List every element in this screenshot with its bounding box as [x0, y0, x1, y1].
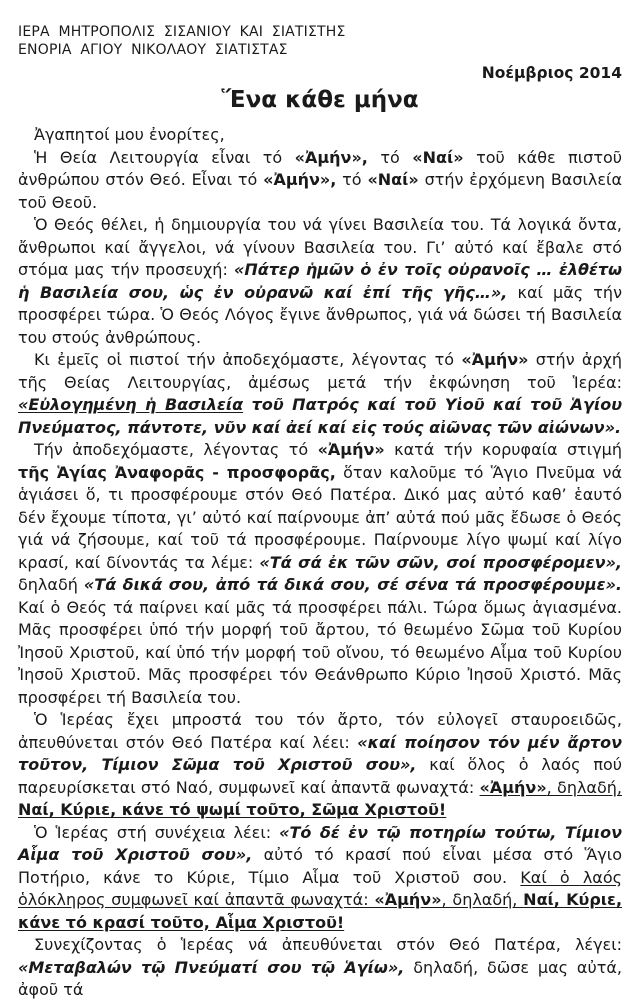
text-run: «Ἀμήν»	[461, 350, 529, 369]
paragraph	[18, 934, 622, 1002]
document-title: Ἕνα κάθε μήνα	[221, 87, 419, 113]
text-run: καί μᾶς τήν προσφέρει τώρα. Ὁ Θεός Λόγος ἔγινε ἄνθρωπος, γιά νά δώσει τή Βασιλεία του στούς ἀνθρώπους.	[18, 282, 623, 347]
text-run: Ὁ Ἱερέας στή συνέχεια λέει:	[34, 822, 280, 842]
text-run: τοῦ Πατρός καί τοῦ Υἱοῦ καί τοῦ Ἁγίου Πνεύματος, πάντοτε, νῦν καί ἀεί καί εἰς τούς αἰῶνας τῶν αἰώνων».	[18, 395, 622, 437]
text-run: Ναί, Κύριε, κάνε τό κρασί τοῦτο, Αἷμα Χριστοῦ!	[18, 890, 623, 932]
text-run: Ναί, Κύριε, κάνε τό ψωμί τοῦτο, Σῶμα Χριστοῦ!	[18, 800, 447, 819]
text-run: «Ἀμήν»	[374, 890, 442, 909]
text-run: δηλαδή	[18, 575, 84, 594]
text-run: κατά τήν κορυφαία στιγμή	[384, 440, 622, 459]
text-run: Κι ἐμεῖς οἱ πιστοί τήν ἀποδεχόμαστε, λέγοντας τό	[34, 350, 462, 369]
org-header	[18, 24, 622, 59]
text-run: , δηλαδή,	[441, 890, 524, 909]
paragraph	[18, 147, 622, 215]
text-run: Καί ὁ λαός ὁλόκληρος συμφωνεῖ καί ἀπαντᾶ φωναχτά:	[18, 867, 623, 909]
text-run: «Ἀμήν»	[317, 440, 385, 459]
paragraph	[18, 214, 622, 349]
text-run: «Ναί»	[412, 147, 464, 167]
text-run: Ὁ Θεός θέλει, ἡ δημιουργία του νά γίνει Βασιλεία του. Τά λογικά ὄντα, ἄνθρωποι καί ἄγγελοι, νά γίνουν Βασιλεία του. Γι’ αὐτό καί ἔβαλε στό στόμα μας τήν προσευχή:	[18, 215, 622, 279]
text-run: «Τά δικά σου, ἀπό τά δικά σου, σέ σένα τά προσφέρουμε».	[83, 575, 622, 594]
paragraph	[18, 124, 622, 147]
paragraph	[18, 439, 622, 709]
text-run: στήν ἀρχή τῆς Θείας Λειτουργίας, ἀμέσως μετά τήν ἐκφώνηση τοῦ Ἱερέα:	[18, 350, 623, 392]
text-run: τό	[336, 170, 368, 189]
text-run: «Τά σά ἐκ τῶν σῶν, σοί προσφέρομεν»,	[259, 552, 623, 572]
text-run: στήν ἐρχόμενη Βασιλεία τοῦ Θεοῦ.	[18, 170, 622, 212]
text-run: Συνεχίζοντας ὁ Ἱερέας νά ἀπευθύνεται στόν Θεό Πατέρα, λέγει:	[34, 935, 622, 954]
issue-date: Νοέμβριος 2014	[481, 64, 622, 82]
paragraph	[18, 349, 622, 439]
text-run: «Πάτερ ἡμῶν ὁ ἐν τοῖς οὐρανοῖς … ἐλθέτω ἡ Βασιλεία σου, ὡς ἐν οὐρανῶ καί ἐπί τῆς γῆς…»,	[18, 260, 622, 302]
text-run: τοῦ κάθε πιστοῦ ἀνθρώπου στόν Θεό. Εἶναι τό	[18, 147, 623, 189]
text-run: τό	[367, 147, 413, 167]
text-run: , δηλαδή,	[546, 777, 622, 797]
text-run: Τήν ἀποδεχόμαστε, λέγοντας τό	[34, 440, 318, 459]
text-run: Ἡ Θεία Λειτουργία εἶναι τό	[34, 147, 295, 167]
text-run: «Τό δέ ἐν τῷ ποτηρίω τούτω, Τίμιον Αἷμα τοῦ Χριστοῦ σου»,	[18, 822, 623, 864]
paragraph	[18, 709, 622, 822]
text-run: δηλαδή, δῶσε μας αὐτά, ἀφοῦ τά	[18, 957, 622, 999]
text-run: «καί ποίησον τόν μέν ἄρτον τοῦτον, Τίμιον Σῶμα τοῦ Χριστοῦ σου»,	[18, 732, 622, 774]
org-header-line-2: ΕΝΟΡΙΑ ΑΓΙΟΥ ΝΙΚΟΛΑΟΥ ΣΙΑΤΙΣΤΑΣ	[18, 41, 288, 58]
text-run: Ἀγαπητοί μου ἐνορίτες,	[34, 125, 225, 144]
text-run: «Εὐλογημένη ἡ Βασιλεία	[18, 395, 244, 414]
text-run: «Ἀμήν»	[479, 777, 547, 797]
text-run: τῆς Ἁγίας Ἀναφορᾶς - προσφορᾶς,	[18, 462, 336, 482]
text-run: αὐτό τό κρασί πού εἶναι μέσα στό Ἅγιο Ποτήριο, κάνε το Κύριε, Τίμιο Αἷμα τοῦ Χριστοῦ σου.	[18, 845, 622, 887]
text-run: καί ὅλος ὁ λαός πού παρευρίσκεται στό Ναό, συμφωνεῖ καί ἀπαντᾶ φωναχτά:	[18, 755, 623, 797]
text-run: Ὁ Ἱερέας ἔχει μπροστά του τόν ἄρτο, τόν εὐλογεῖ σταυροειδῶς, ἀπευθύνεται στόν Θεό Πατέρα καί λέει:	[18, 710, 622, 752]
text-run: Καί ὁ Θεός τά παίρνει καί μᾶς τά προσφέρει πάλι. Τώρα ὅμως ἁγιασμένα. Μᾶς προσφέρει ὑπό τήν μορφή τοῦ ἄρτου, τό θεωμένο Σῶμα τοῦ Κυρίου Ἰησοῦ Χριστοῦ, καί ὑπό τήν μορφή τοῦ οἴνου, τό θεωμένο Αἷμα τοῦ Κυρίου Ἰησοῦ Χριστοῦ. Μᾶς προσφέρει τόν Θεάνθρωπο Κύριο Ἰησοῦ Χριστό. Μᾶς προσφέρει τή Βασιλεία του.	[18, 597, 622, 707]
text-run: «Ἀμήν»,	[294, 147, 368, 167]
text-run: ὅταν καλοῦμε τό Ἅγιο Πνεῦμα νά ἁγιάσει ὅ, τι προσφέρουμε στόν Θεό Πατέρα. Δικό μας αὐτό καθ’ ἑαυτό δέν ἔχουμε τίποτα, γι’ αὐτό καί παίρνουμε ἀπ’ αὐτά πού μᾶς ἔδωσε ὁ Θεός γιά νά ζήσουμε, καί τοῦ τά προσφέρουμε. Παίρνουμε λίγο ψωμί καί λίγο κρασί, καί δίνοντάς τα λέμε:	[18, 462, 622, 572]
document-body	[18, 124, 622, 1002]
org-header-line-1: ΙΕΡΑ ΜΗΤΡΟΠΟΛΙΣ ΣΙΣΑΝΙΟΥ ΚΑΙ ΣΙΑΤΙΣΤΗΣ	[18, 24, 346, 40]
paragraph	[18, 822, 622, 935]
text-run: «Μεταβαλών τῷ Πνεύματί σου τῷ Ἁγίω»,	[18, 957, 405, 977]
text-run: «Ναί»	[367, 170, 419, 189]
text-run: «Ἀμήν»,	[263, 170, 337, 189]
